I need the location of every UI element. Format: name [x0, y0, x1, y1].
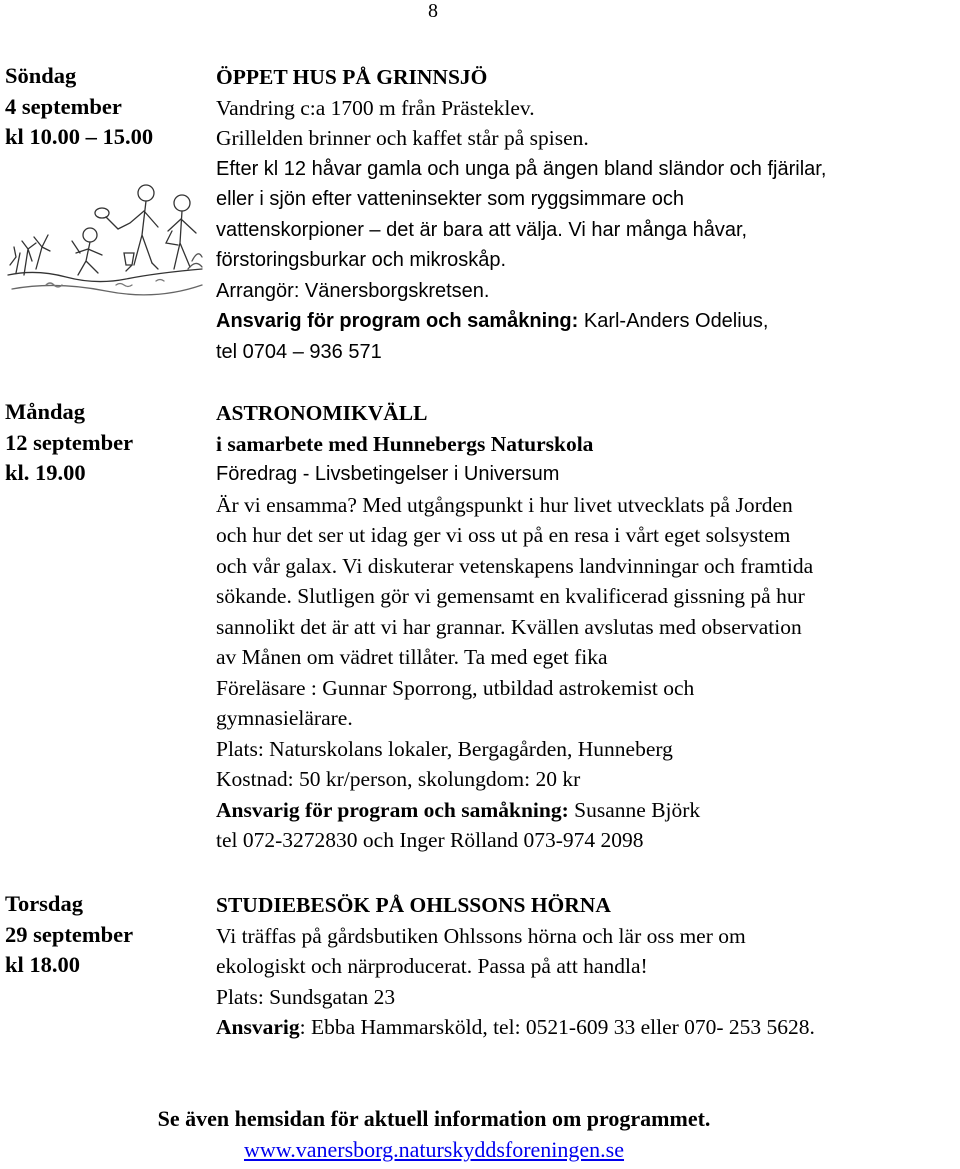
event-2-line: av Månen om vädret tillåter. Ta med eget fika — [216, 645, 608, 669]
event-3-title: STUDIEBESÖK PÅ OHLSSONS HÖRNA — [216, 893, 611, 917]
page-number: 8 — [428, 0, 438, 22]
event-1-body — [216, 62, 826, 367]
event-2-line: sökande. Slutligen gör vi gemensamt en kvalificerad gissning på hur — [216, 584, 805, 608]
event-2-line: och vår galax. Vi diskuterar vetenskapens landvinningar och framtida — [216, 553, 814, 578]
children-nature-drawing-icon — [6, 157, 204, 300]
event-3-responsible — [216, 1012, 815, 1043]
event-3-date — [5, 890, 133, 982]
website-link[interactable]: www.vanersborg.naturskyddsforeningen.se — [243, 1137, 625, 1162]
footer-note: Se även hemsidan för aktuell information om programmet. — [157, 1106, 711, 1131]
event-3-line: Vi träffas på gårdsbutiken Ohlssons hörna och lär oss mer om — [216, 923, 746, 948]
event-2-title: ASTRONOMIKVÄLL — [216, 401, 428, 425]
event-1-line: Vandring c:a 1700 m från Prästeklev. — [216, 95, 535, 120]
event-2-line: gymnasielärare. — [216, 706, 353, 730]
event-2-time: kl. 19.00 — [5, 460, 86, 485]
event-2-line: och hur det ser ut idag ger vi oss ut på en resa i vårt eget solsystem — [216, 523, 791, 547]
event-3-body — [216, 890, 815, 1043]
event-3-responsible-value: : Ebba Hammarsköld, tel: 0521-609 33 eller 070- 253 5628. — [299, 1015, 815, 1039]
event-2-responsible — [216, 795, 813, 826]
event-2-line: Föredrag - Livsbetingelser i Universum — [216, 463, 560, 485]
event-2-body — [216, 398, 813, 856]
event-2-line: Är vi ensamma? Med utgångspunkt i hur livet utvecklats på Jorden — [216, 492, 793, 517]
event-2-subtitle: i samarbete med Hunnebergs Naturskola — [216, 431, 594, 456]
event-1-day: 4 september — [5, 93, 122, 119]
event-3-line: ekologiskt och närproducerat. Passa på att handla! — [216, 954, 648, 978]
event-2-day: 12 september — [5, 429, 134, 455]
event-2-line: sannolikt det är att vi har grannar. Kvällen avslutas med observation — [216, 614, 802, 639]
event-2-phone: tel 072-3272830 och Inger Rölland 073-974 2098 — [216, 828, 644, 852]
event-1-line: Arrangör: Vänersborgskretsen. — [216, 279, 490, 302]
event-2-responsible-label: Ansvarig för program och samåkning: — [216, 797, 569, 822]
event-1-title: ÖPPET HUS PÅ GRINNSJÖ — [216, 65, 488, 89]
event-2-responsible-value: Susanne Björk — [568, 797, 701, 822]
event-1-line: vattenskorpioner – det är bara att välja. Vi har många håvar, — [216, 218, 748, 241]
event-3-line: Plats: Sundsgatan 23 — [216, 984, 396, 1009]
event-2-line: Plats: Naturskolans lokaler, Bergagården, Hunneberg — [216, 736, 673, 761]
event-1-date — [5, 62, 153, 154]
event-1-phone: tel 0704 – 936 571 — [216, 340, 382, 363]
event-1-line: Efter kl 12 håvar gamla och unga på ängen bland sländor och fjärilar, — [216, 157, 827, 180]
footer-link-row — [0, 1135, 868, 1165]
event-3-time: kl 18.00 — [5, 952, 81, 977]
event-3-day: 29 september — [5, 921, 134, 947]
event-1-responsible — [216, 306, 826, 337]
event-1-line: Grillelden brinner och kaffet står på spisen. — [216, 126, 589, 150]
event-2-weekday: Måndag — [5, 399, 86, 424]
event-1-weekday: Söndag — [5, 63, 77, 88]
event-3-responsible-label: Ansvarig — [216, 1015, 300, 1039]
event-1-time: kl 10.00 – 15.00 — [5, 124, 154, 149]
event-1-line: förstoringsburkar och mikroskåp. — [216, 249, 507, 271]
event-1-line: eller i sjön efter vatteninsekter som ryggsimmare och — [216, 188, 684, 210]
event-1-responsible-value: Karl-Anders Odelius, — [578, 310, 769, 332]
event-3-weekday: Torsdag — [5, 891, 83, 916]
event-2-date — [5, 398, 133, 490]
event-1-responsible-label: Ansvarig för program och samåkning: — [216, 310, 579, 332]
event-2-line: Kostnad: 50 kr/person, skolungdom: 20 kr — [216, 767, 581, 791]
event-2-line: Föreläsare : Gunnar Sporrong, utbildad astrokemist och — [216, 675, 695, 700]
